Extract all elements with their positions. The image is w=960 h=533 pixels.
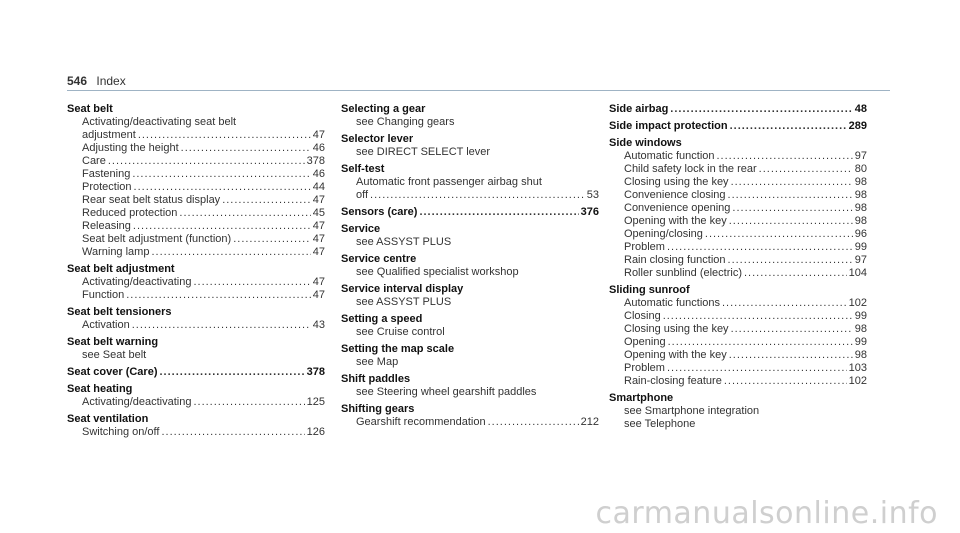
sub-entry-label: Reduced protection xyxy=(82,207,178,219)
page-reference: 98 xyxy=(854,202,867,214)
dot-leader xyxy=(717,150,853,163)
sub-entry xyxy=(67,168,325,181)
index-entry xyxy=(609,392,867,431)
dot-leader xyxy=(151,246,310,259)
index-entry xyxy=(609,284,867,388)
sub-entry xyxy=(609,215,867,228)
entry-title: Setting the map scale xyxy=(341,343,455,355)
dot-leader xyxy=(668,336,853,349)
sub-entry xyxy=(609,375,867,388)
page-reference: 47 xyxy=(312,233,325,245)
entry-title: Seat heating xyxy=(67,383,133,395)
page-reference: 98 xyxy=(854,323,867,335)
sub-entry xyxy=(67,194,325,207)
index-entry xyxy=(609,120,867,133)
index-entry xyxy=(341,373,599,399)
entry-title: Selecting a gear xyxy=(341,103,426,115)
sub-entry-label: Switching on/off xyxy=(82,426,160,438)
dot-leader xyxy=(731,176,853,189)
entry-title-text: Side airbag xyxy=(609,103,669,115)
entry-title: Shifting gears xyxy=(341,403,415,415)
sub-entry-label: Activating/deactivating xyxy=(82,396,192,408)
dot-leader xyxy=(759,163,853,176)
page-reference: 46 xyxy=(312,142,325,154)
page-reference: 376 xyxy=(580,206,599,218)
sub-entry-label: Seat belt adjustment (function) xyxy=(82,233,232,245)
sub-entry-label: Closing xyxy=(624,310,661,322)
entry-title-text: Seat cover (Care) xyxy=(67,366,158,378)
see-reference: see Map xyxy=(356,356,399,368)
sub-entry xyxy=(67,142,325,155)
dot-leader xyxy=(663,310,853,323)
dot-leader xyxy=(161,426,304,439)
page-reference: 99 xyxy=(854,336,867,348)
dot-leader xyxy=(667,241,853,254)
index-entry xyxy=(67,306,325,332)
sub-entry xyxy=(609,228,867,241)
sub-entry-label: Opening/closing xyxy=(624,228,703,240)
sub-entry xyxy=(609,254,867,267)
page-reference: 212 xyxy=(580,416,599,428)
sub-entry-label: Closing using the key xyxy=(624,176,729,188)
sub-entry-label: Rear seat belt status display xyxy=(82,194,221,206)
index-entry xyxy=(341,103,599,129)
see-reference: see Seat belt xyxy=(82,349,147,361)
sub-entry-label: Convenience opening xyxy=(624,202,731,214)
sub-entry xyxy=(67,396,325,409)
page-reference: 97 xyxy=(854,150,867,162)
page-reference: 125 xyxy=(306,396,325,408)
dot-leader xyxy=(126,289,311,302)
sub-entry-label: Child safety lock in the rear xyxy=(624,163,757,175)
page-reference: 103 xyxy=(848,362,867,374)
page-reference: 43 xyxy=(312,319,325,331)
page-reference: 47 xyxy=(312,194,325,206)
entry-title: Smartphone xyxy=(609,392,674,404)
sub-entry xyxy=(609,323,867,336)
page-reference: 98 xyxy=(854,189,867,201)
see-reference: see Cruise control xyxy=(356,326,445,338)
dot-leader xyxy=(744,267,847,280)
index-entry xyxy=(341,133,599,159)
dot-leader xyxy=(488,416,579,429)
index-entry xyxy=(67,413,325,439)
sub-entry-label: Rain-closing feature xyxy=(624,375,722,387)
see-reference: see Smartphone integration xyxy=(624,405,760,417)
index-column-1 xyxy=(67,103,325,443)
dot-leader xyxy=(667,362,847,375)
entry-title xyxy=(609,103,867,116)
sub-entry xyxy=(609,163,867,176)
page-reference: 289 xyxy=(848,120,867,132)
dot-leader xyxy=(419,206,578,219)
see-reference: see ASSYST PLUS xyxy=(356,296,452,308)
entry-title: Setting a speed xyxy=(341,313,423,325)
dot-leader xyxy=(134,181,311,194)
index-entry xyxy=(67,263,325,302)
sub-entry xyxy=(67,207,325,220)
page-reference: 378 xyxy=(306,155,325,167)
sub-entry-label: Automatic functions xyxy=(624,297,720,309)
entry-title: Seat belt tensioners xyxy=(67,306,172,318)
index-entry xyxy=(341,343,599,369)
page-reference: 47 xyxy=(312,220,325,232)
dot-leader xyxy=(722,297,847,310)
dot-leader xyxy=(728,254,853,267)
dot-leader xyxy=(732,202,852,215)
sub-entry xyxy=(609,336,867,349)
sub-entry-label: Problem xyxy=(624,362,665,374)
page-reference: 99 xyxy=(854,241,867,253)
sub-entry xyxy=(341,176,599,189)
dot-leader xyxy=(181,142,311,155)
index-entry xyxy=(341,313,599,339)
sub-entry xyxy=(341,189,599,202)
index-column-3 xyxy=(609,103,867,435)
entry-title xyxy=(67,366,325,379)
dot-leader xyxy=(138,129,311,142)
see-reference: see Qualified specialist workshop xyxy=(356,266,519,278)
section-name: Index xyxy=(96,74,126,88)
page-reference: 97 xyxy=(854,254,867,266)
see-reference: see ASSYST PLUS xyxy=(356,236,452,248)
sub-entry xyxy=(609,349,867,362)
sub-entry-label: Problem xyxy=(624,241,665,253)
sub-entry-label: Roller sunblind (electric) xyxy=(624,267,742,279)
index-entry xyxy=(67,336,325,362)
sub-entry-label: Protection xyxy=(82,181,132,193)
sub-entry-label: Opening with the key xyxy=(624,349,727,361)
dot-leader xyxy=(179,207,310,220)
dot-leader xyxy=(132,168,310,181)
sub-entry-label: Fastening xyxy=(82,168,131,180)
see-reference: see Steering wheel gearshift paddles xyxy=(356,386,537,398)
entry-title-text: Side impact protection xyxy=(609,120,728,132)
see-reference: see Telephone xyxy=(624,418,696,430)
page-reference: 102 xyxy=(848,375,867,387)
sub-entry xyxy=(341,416,599,429)
dot-leader xyxy=(233,233,311,246)
sub-entry-label: off xyxy=(356,189,369,201)
dot-leader xyxy=(729,349,853,362)
sub-entry xyxy=(609,310,867,323)
entry-title: Service xyxy=(341,223,381,235)
sub-entry-label: Releasing xyxy=(82,220,131,232)
page-reference: 99 xyxy=(854,310,867,322)
dot-leader xyxy=(728,189,853,202)
sub-entry xyxy=(609,241,867,254)
page-reference: 378 xyxy=(306,366,325,378)
sub-entry-label: Closing using the key xyxy=(624,323,729,335)
index-entry xyxy=(609,103,867,116)
page-reference: 47 xyxy=(312,129,325,141)
index-entry xyxy=(341,403,599,429)
entry-title-text: Sensors (care) xyxy=(341,206,418,218)
sub-entry xyxy=(609,362,867,375)
page-reference: 47 xyxy=(312,289,325,301)
index-column-2 xyxy=(341,103,599,433)
sub-entry xyxy=(609,202,867,215)
page-reference: 98 xyxy=(854,349,867,361)
page-reference: 102 xyxy=(848,297,867,309)
sub-entry xyxy=(67,220,325,233)
dot-leader xyxy=(108,155,305,168)
sub-entry xyxy=(609,297,867,310)
dot-leader xyxy=(705,228,853,241)
index-entry xyxy=(67,383,325,409)
sub-entry xyxy=(609,176,867,189)
sub-entry xyxy=(609,150,867,163)
sub-entry-label: Activating/deactivating xyxy=(82,276,192,288)
entry-title: Selector lever xyxy=(341,133,414,145)
sub-entry xyxy=(67,246,325,259)
sub-entry-label: Gearshift recommendation xyxy=(356,416,486,428)
index-entry xyxy=(341,223,599,249)
page-reference: 96 xyxy=(854,228,867,240)
entry-title: Sliding sunroof xyxy=(609,284,690,296)
sub-entry-label: Function xyxy=(82,289,125,301)
entry-title xyxy=(609,120,867,133)
page-reference: 44 xyxy=(312,181,325,193)
sub-entry-label: Adjusting the height xyxy=(82,142,179,154)
entry-title: Seat belt xyxy=(67,103,113,115)
dot-leader xyxy=(160,366,305,379)
entry-title: Service centre xyxy=(341,253,417,265)
dot-leader xyxy=(133,220,311,233)
page-reference: 98 xyxy=(854,176,867,188)
sub-entry xyxy=(67,319,325,332)
page-reference: 53 xyxy=(586,189,599,201)
page-reference: 47 xyxy=(312,246,325,258)
index-entry xyxy=(341,206,599,219)
sub-entry xyxy=(609,189,867,202)
sub-entry-label: Automatic front passenger airbag shut xyxy=(356,176,542,188)
sub-entry-label: adjustment xyxy=(82,129,136,141)
entry-title: Self-test xyxy=(341,163,385,175)
sub-entry-label: Automatic function xyxy=(624,150,715,162)
page-reference: 46 xyxy=(312,168,325,180)
entry-title: Seat belt warning xyxy=(67,336,159,348)
page-reference: 48 xyxy=(854,103,867,115)
sub-entry xyxy=(67,181,325,194)
sub-entry xyxy=(67,116,325,129)
dot-leader xyxy=(193,276,310,289)
dot-leader xyxy=(731,323,853,336)
index-entry xyxy=(341,163,599,202)
sub-entry-label: Care xyxy=(82,155,106,167)
watermark: carmanualsonline.info xyxy=(595,496,938,531)
index-entry xyxy=(67,366,325,379)
sub-entry-label: Convenience closing xyxy=(624,189,726,201)
entry-title xyxy=(341,206,599,219)
sub-entry xyxy=(67,233,325,246)
dot-leader xyxy=(730,120,847,133)
page-header xyxy=(67,74,126,88)
sub-entry-label: Opening with the key xyxy=(624,215,727,227)
page-reference: 47 xyxy=(312,276,325,288)
dot-leader xyxy=(724,375,847,388)
page-number: 546 xyxy=(67,74,88,88)
sub-entry-label: Activation xyxy=(82,319,130,331)
sub-entry xyxy=(67,155,325,168)
index-entry xyxy=(341,283,599,309)
sub-entry xyxy=(67,276,325,289)
page-reference: 98 xyxy=(854,215,867,227)
dot-leader xyxy=(222,194,311,207)
header-divider xyxy=(67,90,890,91)
entry-title: Shift paddles xyxy=(341,373,411,385)
sub-entry xyxy=(67,129,325,142)
sub-entry xyxy=(609,267,867,280)
dot-leader xyxy=(729,215,853,228)
index-entry xyxy=(67,103,325,259)
see-reference: see DIRECT SELECT lever xyxy=(356,146,491,158)
sub-entry xyxy=(67,426,325,439)
dot-leader xyxy=(670,103,852,116)
dot-leader xyxy=(132,319,311,332)
page-reference: 104 xyxy=(848,267,867,279)
page-reference: 80 xyxy=(854,163,867,175)
page-reference: 126 xyxy=(306,426,325,438)
index-entry xyxy=(609,137,867,280)
entry-title: Service interval display xyxy=(341,283,464,295)
index-entry xyxy=(341,253,599,279)
sub-entry-label: Activating/deactivating seat belt xyxy=(82,116,237,128)
sub-entry-label: Warning lamp xyxy=(82,246,150,258)
dot-leader xyxy=(370,189,585,202)
entry-title: Side windows xyxy=(609,137,682,149)
entry-title: Seat belt adjustment xyxy=(67,263,175,275)
sub-entry-label: Rain closing function xyxy=(624,254,726,266)
entry-title: Seat ventilation xyxy=(67,413,149,425)
page-reference: 45 xyxy=(312,207,325,219)
sub-entry xyxy=(67,289,325,302)
dot-leader xyxy=(193,396,304,409)
sub-entry-label: Opening xyxy=(624,336,666,348)
see-reference: see Changing gears xyxy=(356,116,455,128)
